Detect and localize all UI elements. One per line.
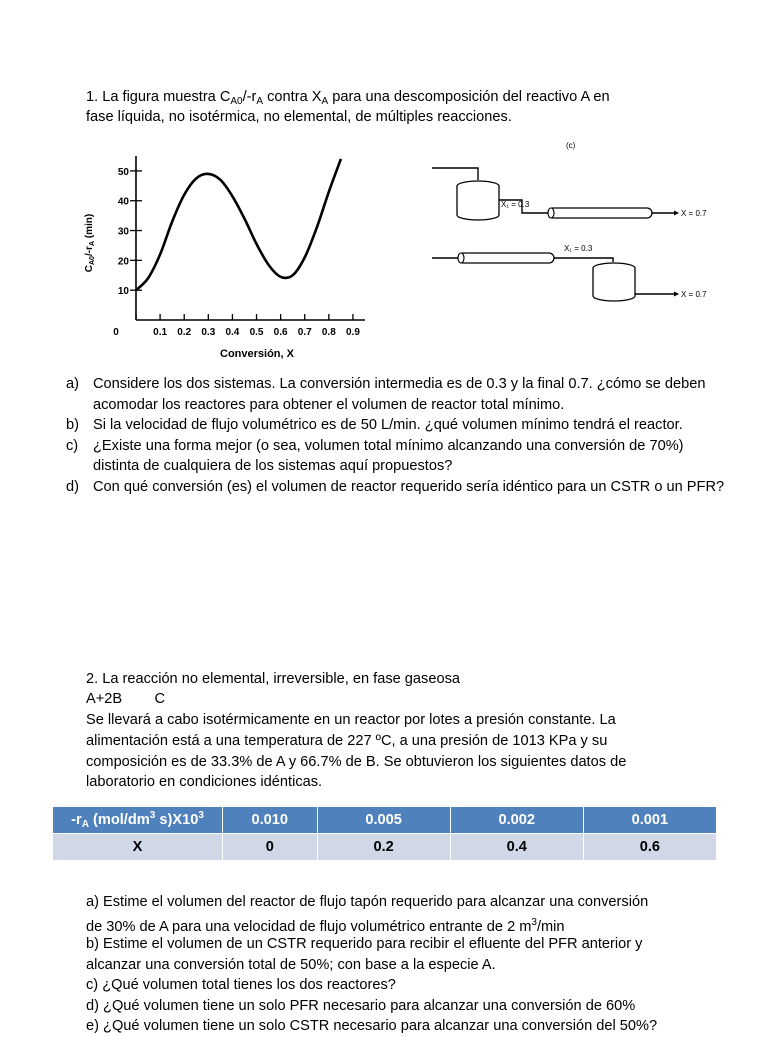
pfr-top-tube: [548, 208, 652, 218]
table-cell: 0.001: [583, 807, 716, 834]
q2-a-line-2: de 30% de A para una velocidad de flujo volumétrico entrante de 2 $m^3/\min$: [86, 917, 565, 935]
q2-d: d) ¿Qué volumen tiene un solo PFR necesario para alcanzar una conversión de 60%: [86, 998, 636, 1014]
chart-axes: [136, 156, 365, 320]
q2-e: e) ¿Qué volumen tiene un solo CSTR necesario para alcanzar una conversión del 50%?: [86, 1018, 658, 1034]
chart-ticks: [113, 167, 360, 338]
cstr-bottom-tank: [593, 268, 635, 301]
table-row: [53, 807, 717, 834]
q2-para-2: alimentación está a una temperatura de 227 ºC, a una presión de 1013 KPa y su: [86, 733, 608, 749]
y-tick-label: 50: [117, 166, 129, 178]
table-cell: 0.4: [450, 834, 583, 861]
y-tick-label: 30: [117, 226, 129, 238]
q2-reaction: A+2B C: [86, 691, 166, 707]
q1-items: [66, 374, 726, 497]
list-item: a) Considere los dos sistemas. La conversión intermedia es de 0.3 y la final 0.7. ¿cómo se deben acomodar los reactores para obtener el volumen de reactor total mínimo.: [66, 376, 706, 413]
x-tick-label: 0.7: [297, 327, 312, 338]
x-tick-label: 0.1: [153, 327, 168, 338]
top-intermediate-label: X₁ = 0.3: [501, 200, 530, 209]
chart-series-line: [136, 159, 341, 290]
x-tick-label: 0.5: [249, 327, 264, 338]
x-tick-label: 0.9: [345, 327, 360, 338]
table-cell: 0.010: [223, 807, 317, 834]
table-row: [53, 834, 717, 861]
q2-c: c) ¿Qué volumen total tienes los dos reactores?: [86, 977, 396, 993]
x-axis-label: Conversión, X: [220, 348, 294, 360]
y-axis-label: $C_{A0}/-r_A$ (min): [84, 213, 96, 273]
x-tick-label: 0.8: [321, 327, 336, 338]
cstr-top-tank: [457, 186, 499, 220]
x-tick-label: 0.6: [273, 327, 288, 338]
q2-b-line-1: b) Estime el volumen de un CSTR requerido para recibir el efluente del PFR anterior y: [86, 936, 643, 952]
q1-line-2: fase líquida, no isotérmica, no elemental, de múltiples reacciones.: [86, 109, 512, 125]
x-tick-label: 0.2: [177, 327, 192, 338]
list-item: d) Con qué conversión (es) el volumen de reactor requerido sería idéntico para un CSTR o un PFR?: [66, 478, 725, 495]
bottom-system: [432, 244, 707, 301]
table-header-cell: X: [53, 834, 223, 861]
table-cell: 0.002: [450, 807, 583, 834]
q2-para-3: composición es de 33.3% de A y 66.7% de B. Se obtuvieron los siguientes datos de: [86, 754, 627, 770]
y-tick-label: 20: [117, 256, 129, 268]
bottom-final-label: X = 0.7: [681, 290, 707, 299]
table-cell: 0.2: [317, 834, 450, 861]
reactor-diagram: [430, 140, 730, 310]
q2-b-line-2: alcanzar una conversión total de 50%; con base a la especie A.: [86, 957, 496, 973]
q2-a-line-1: a) Estime el volumen del reactor de flujo tapón requerido para alcanzar una conversión: [86, 894, 649, 910]
rate-table: [52, 806, 717, 861]
table-cell: 0: [223, 834, 317, 861]
q2-para-4: laboratorio en condiciones idénticas.: [86, 774, 323, 790]
conversion-chart: [78, 148, 378, 363]
top-final-label: X = 0.7: [681, 209, 707, 218]
pfr-bottom-tube: [458, 253, 554, 263]
q2-para-1: Se llevará a cabo isotérmicamente en un reactor por lotes a presión constante. La: [86, 712, 616, 728]
table-header-cell: $-r_A$ ($mol/dm^3$ $s)X10^3$: [53, 807, 223, 834]
x-tick-label: 0: [113, 327, 119, 338]
table-cell: 0.6: [583, 834, 716, 861]
q1-line-1: 1. La figura muestra $C_{A0}/-r_A$ contra $X_A$ para una descomposición del reactivo A en: [86, 89, 610, 107]
list-item: b) Si la velocidad de flujo volumétrico es de 50 L/min. ¿qué volumen mínimo tendrá el reactor.: [66, 417, 683, 433]
diagram-cut-label: (c): [566, 141, 576, 150]
list-item: c) ¿Existe una forma mejor (o sea, volumen total mínimo alcanzando una conversión de 70%) distinta de cualquiera de los sistemas aquí propuestos?: [66, 437, 684, 474]
top-system: [432, 168, 707, 220]
y-tick-label: 10: [117, 286, 129, 298]
table-cell: 0.005: [317, 807, 450, 834]
bottom-intermediate-label: X₁ = 0.3: [564, 244, 593, 253]
x-tick-label: 0.4: [225, 327, 240, 338]
y-tick-label: 40: [117, 196, 129, 208]
x-tick-label: 0.3: [201, 327, 216, 338]
q2-line-1: 2. La reacción no elemental, irreversible, en fase gaseosa: [86, 671, 460, 687]
